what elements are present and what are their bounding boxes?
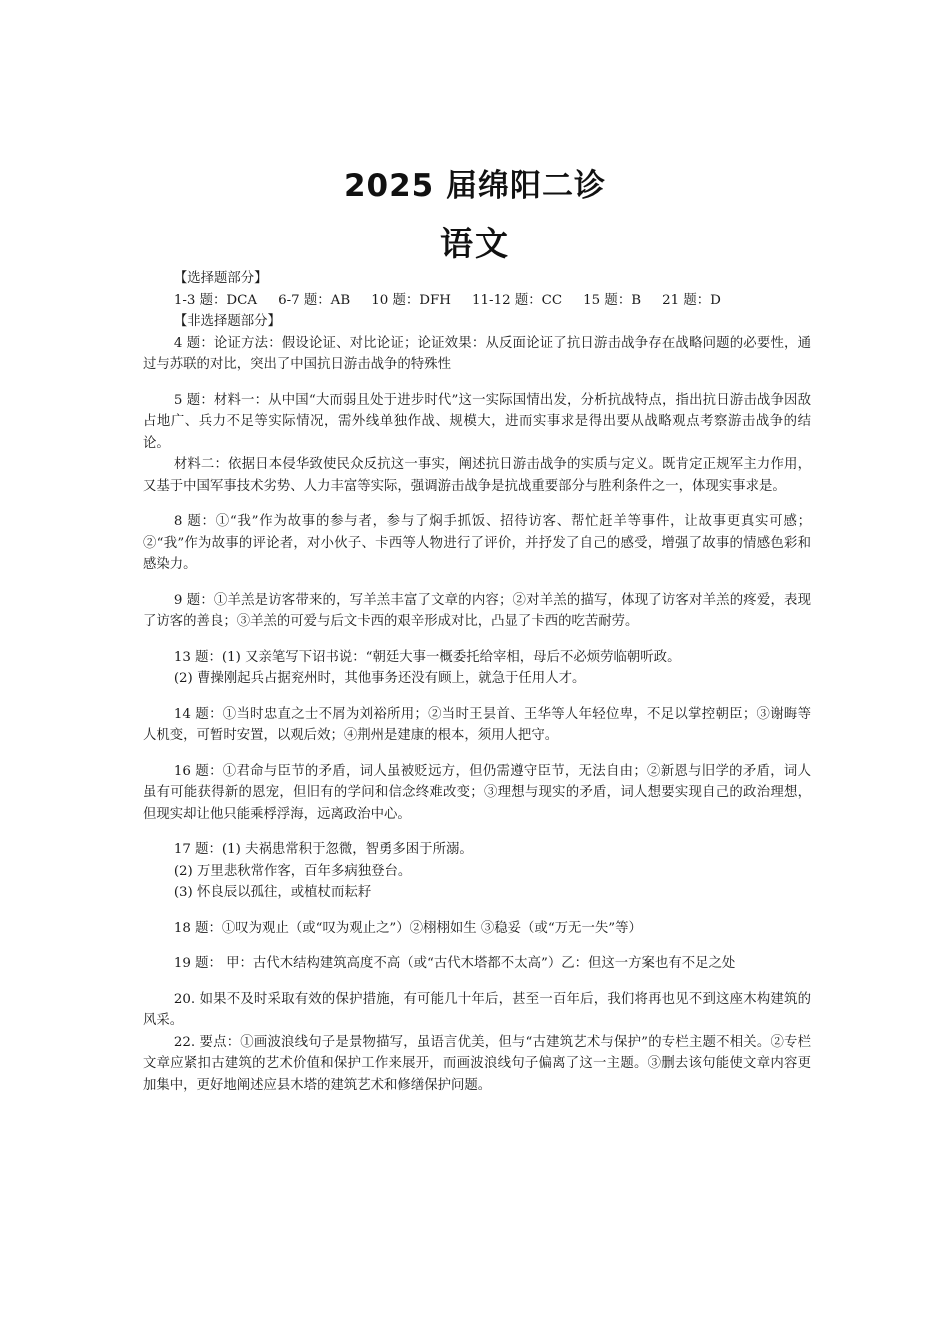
answer-q13-1: 13 题：(1) 又亲笔写下诏书说：“朝廷大事一概委托给宰相，母后不必烦劳临朝听政。 [173, 649, 681, 665]
choice-answer: 10 题：DFH [371, 292, 451, 308]
non-choice-section-header: 【非选择题部分】 [173, 314, 281, 329]
answer-q19: 19 题： 甲：古代木结构建筑高度不高（或“古代木塔都不太高”）乙：但这一方案也有不足之处 [173, 956, 736, 971]
answer-q5-material-1: 5 题：材料一：从中国“大而弱且处于进步时代”这一实际国情出发，分析抗战特点，指出抗日游击战争因敌占地广、兵力不足等实际情况，需外线单独作战、规模大，进而实事求是得出要从战略观点考察游击战争的结论。 [143, 392, 811, 451]
answer-q8: 8 题：①“我”作为故事的参与者，参与了焖手抓饭、招待访客、帮忙赶羊等事件，让故事更真实可感；②“我”作为故事的评论者，对小伙子、卡西等人物进行了评价，并抒发了自己的感受，增强了故事的情感色彩和感染力。 [143, 514, 811, 572]
answer-q17-2: (2) 万里悲秋常作客，百年多病独登台。 [173, 863, 412, 879]
choice-answer: 21 题：D [662, 292, 721, 308]
answer-q20: 20. 如果不及时采取有效的保护措施，有可能几十年后，甚至一百年后，我们将再也见不到这座木构建筑的风采。 [143, 991, 811, 1028]
choice-answer: 1-3 题：DCA [173, 292, 258, 308]
choice-answer: 11-12 题：CC [472, 292, 563, 308]
answer-content [143, 268, 811, 1096]
page-title: 2025 届绵阳二诊 [343, 168, 607, 204]
choice-answer: 15 题：B [583, 292, 642, 308]
choice-section-header: 【选择题部分】 [173, 271, 268, 286]
choice-answer: 6-7 题：AB [278, 292, 351, 308]
answer-q5-material-2: 材料二：依据日本侵华致使民众反抗这一事实，阐述抗日游击战争的实质与定义。既肯定正规军主力作用，又基于中国军事技术劣势、人力丰富等实际，强调游击战争是抗战重要部分与胜利条件之一，体现实事求是。 [143, 457, 811, 494]
answer-q17-3: (3) 怀良辰以孤往，或植杖而耘耔 [173, 885, 372, 900]
answer-q9: 9 题：①羊羔是访客带来的，写羊羔丰富了文章的内容；②对羊羔的描写，体现了访客对羊羔的疼爱，表现了访客的善良；③羊羔的可爱与后文卡西的艰辛形成对比，凸显了卡西的吃苦耐劳。 [143, 592, 811, 629]
subject-title: 语文 [440, 224, 510, 263]
answer-q18: 18 题：①叹为观止（或“叹为观止之”）②栩栩如生 ③稳妥（或“万无一失”等） [173, 920, 642, 936]
answer-q13-2: (2) 曹操刚起兵占据兖州时，其他事务还没有顾上，就急于任用人才。 [173, 671, 586, 686]
answer-q14: 14 题：①当时忠直之士不屑为刘裕所用；②当时王昙首、王华等人年轻位卑，不足以掌控朝臣；③谢晦等人机变，可暂时安置，以观后效；④荆州是建康的根本，须用人把守。 [143, 706, 811, 743]
answer-q17-1: 17 题：(1) 夫祸患常积于忽微，智勇多困于所溺。 [173, 842, 473, 857]
answer-q16: 16 题：①君命与臣节的矛盾，词人虽被贬远方，但仍需遵守臣节，无法自由；②新恩与旧学的矛盾，词人虽有可能获得新的恩宠，但旧有的学问和信念终难改变；③理想与现实的矛盾，词人想要实现自己的政治理想，但现实却让他只能乘桴浮海，远离政治中心。 [143, 763, 811, 822]
choice-answers-line [143, 290, 811, 312]
answer-q22: 22. 要点：①画波浪线句子是景物描写，虽语言优美，但与“古建筑艺术与保护”的专栏主题不相关。②专栏文章应紧扣古建筑的艺术价值和保护工作来展开，而画波浪线句子偏离了这一主题。③删去该句能使文章内容更加集中，更好地阐述应县木塔的建筑艺术和修缮保护问题。 [143, 1034, 811, 1093]
answer-q4: 4 题：论证方法：假设论证、对比论证；论证效果：从反面论证了抗日游击战争存在战略问题的必要性，通过与苏联的对比，突出了中国抗日游击战争的特殊性 [143, 335, 811, 372]
